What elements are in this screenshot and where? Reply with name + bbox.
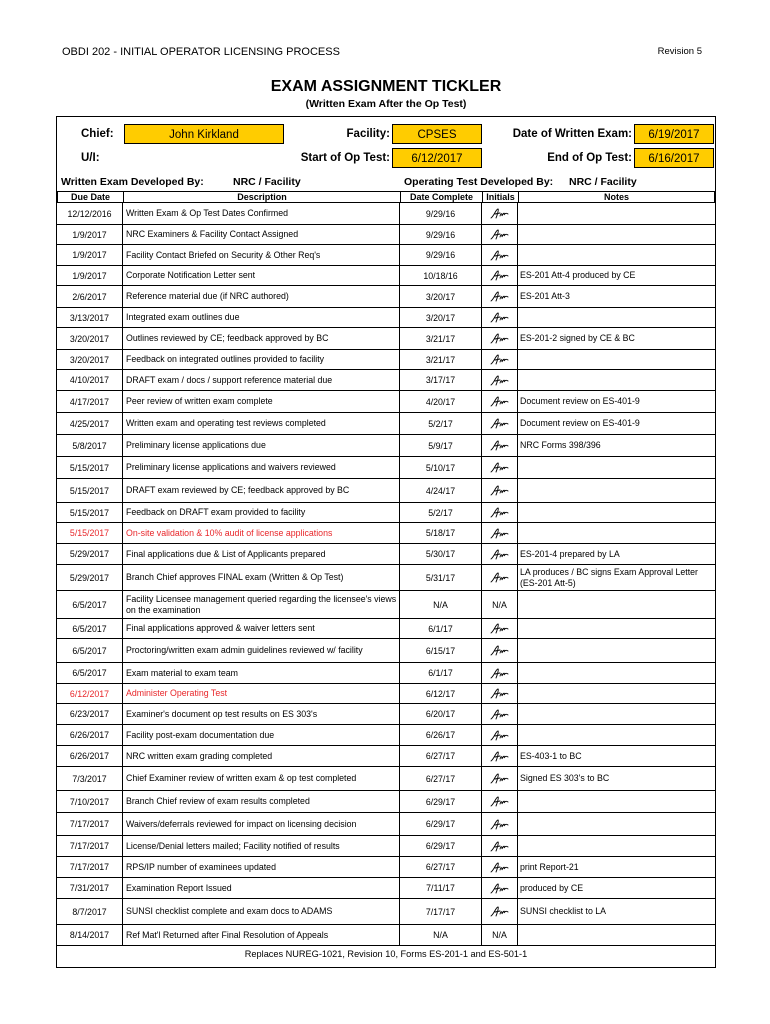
date-complete-cell[interactable]: 6/29/17 <box>400 836 482 856</box>
description-cell: Proctoring/written exam admin guidelines reviewed w/ facility <box>123 639 400 662</box>
table-row <box>57 791 715 813</box>
notes-cell[interactable] <box>518 619 715 638</box>
description-cell: Corporate Notification Letter sent <box>123 266 400 285</box>
date-complete-cell[interactable]: 7/11/17 <box>400 878 482 898</box>
initials-signature-icon <box>490 353 510 366</box>
notes-cell[interactable]: SUNSI checklist to LA <box>520 906 607 916</box>
initials-signature-icon <box>490 439 510 452</box>
initials-signature-icon <box>490 687 510 700</box>
initials-cell[interactable] <box>482 308 518 327</box>
initials-signature-icon <box>490 484 510 497</box>
description-cell: Branch Chief approves FINAL exam (Written & Op Test) <box>123 565 400 590</box>
due-date-cell: 3/20/2017 <box>57 350 123 369</box>
date-complete-cell[interactable]: 6/20/17 <box>400 704 482 724</box>
due-date-cell: 5/29/2017 <box>57 544 123 564</box>
notes-cell[interactable] <box>518 503 715 522</box>
initials-signature-icon <box>490 840 510 853</box>
description-cell: Written Exam & Op Test Dates Confirmed <box>123 203 400 224</box>
initials-signature-icon <box>490 548 510 561</box>
notes-cell[interactable]: NRC Forms 398/396 <box>520 440 601 450</box>
notes-cell[interactable] <box>518 663 715 683</box>
initials-signature-icon <box>490 772 510 785</box>
date-complete-cell[interactable]: 3/17/17 <box>400 370 482 390</box>
column-header-notes: Notes <box>518 191 715 203</box>
initials-cell[interactable] <box>482 523 518 543</box>
date-complete-cell[interactable]: 5/10/17 <box>400 457 482 478</box>
due-date-cell: 7/17/2017 <box>57 857 123 877</box>
due-date-cell: 6/26/2017 <box>57 725 123 745</box>
table-row <box>57 523 715 544</box>
table-row <box>57 413 715 435</box>
initials-cell[interactable]: N/A <box>482 591 518 618</box>
date-complete-cell[interactable]: 6/29/17 <box>400 813 482 835</box>
date-complete-cell[interactable]: 6/27/17 <box>400 857 482 877</box>
initials-signature-icon <box>490 417 510 430</box>
description-cell: Chief Examiner review of written exam & op test completed <box>123 767 400 790</box>
table-row <box>57 704 715 725</box>
notes-cell[interactable]: ES-201 Att-4 produced by CE <box>520 270 636 280</box>
table-row <box>57 925 715 946</box>
op-test-start-label: Start of Op Test: <box>300 152 390 164</box>
table-row <box>57 308 715 328</box>
table-row <box>57 225 715 245</box>
initials-cell[interactable] <box>482 813 518 835</box>
date-complete-cell[interactable]: 6/26/17 <box>400 725 482 745</box>
description-cell: Peer review of written exam complete <box>123 391 400 412</box>
description-cell: Exam material to exam team <box>123 663 400 683</box>
due-date-cell: 1/9/2017 <box>57 266 123 285</box>
written-exam-date-label: Date of Written Exam: <box>512 128 632 140</box>
due-date-cell: 3/20/2017 <box>57 328 123 349</box>
developed-by-row <box>57 176 715 188</box>
ui-field[interactable] <box>124 148 284 168</box>
table-row <box>57 350 715 370</box>
date-complete-cell[interactable]: 9/29/16 <box>400 245 482 265</box>
notes-cell[interactable]: ES-201 Att-3 <box>520 291 570 301</box>
notes-cell[interactable] <box>518 523 715 543</box>
notes-cell[interactable] <box>518 925 715 945</box>
notes-cell[interactable] <box>518 684 715 703</box>
due-date-cell: 7/10/2017 <box>57 791 123 812</box>
description-cell: On-site validation & 10% audit of license applications <box>123 523 400 543</box>
tickler-form <box>56 116 716 968</box>
initials-cell[interactable] <box>482 225 518 244</box>
due-date-cell: 4/17/2017 <box>57 391 123 412</box>
facility-field[interactable]: CPSES <box>392 124 482 144</box>
initials-signature-icon <box>490 861 510 874</box>
date-complete-cell[interactable]: 10/18/16 <box>400 266 482 285</box>
description-cell: Outlines reviewed by CE; feedback approved by BC <box>123 328 400 349</box>
table-row <box>57 479 715 503</box>
initials-signature-icon <box>490 395 510 408</box>
date-complete-cell[interactable]: 4/24/17 <box>400 479 482 502</box>
initials-cell[interactable] <box>482 791 518 812</box>
description-cell: SUNSI checklist complete and exam docs to ADAMS <box>123 899 400 924</box>
table-row <box>57 391 715 413</box>
initials-signature-icon <box>490 269 510 282</box>
initials-signature-icon <box>490 882 510 895</box>
description-cell: Branch Chief review of exam results completed <box>123 791 400 812</box>
initials-cell[interactable] <box>482 565 518 590</box>
initials-cell[interactable] <box>482 457 518 478</box>
initials-cell[interactable] <box>482 725 518 745</box>
due-date-cell: 3/13/2017 <box>57 308 123 327</box>
due-date-cell: 6/5/2017 <box>57 663 123 683</box>
table-row <box>57 878 715 899</box>
initials-cell[interactable] <box>482 878 518 898</box>
initials-signature-icon <box>490 311 510 324</box>
date-complete-cell[interactable]: 3/21/17 <box>400 350 482 369</box>
notes-cell[interactable] <box>518 203 715 224</box>
initials-cell[interactable] <box>482 639 518 662</box>
notes-cell[interactable]: Signed ES 303's to BC <box>520 773 610 783</box>
date-complete-cell[interactable]: 6/12/17 <box>400 684 482 703</box>
notes-cell[interactable] <box>518 479 715 502</box>
initials-cell[interactable] <box>482 435 518 456</box>
date-complete-cell[interactable]: 3/20/17 <box>400 286 482 307</box>
page-header <box>62 46 702 60</box>
notes-cell[interactable] <box>518 813 715 835</box>
initials-signature-icon <box>490 571 510 584</box>
initials-cell[interactable] <box>482 663 518 683</box>
ui-label: U/I: <box>81 152 100 164</box>
notes-cell[interactable]: ES-201-4 prepared by LA <box>520 548 620 559</box>
date-complete-cell[interactable]: 3/20/17 <box>400 308 482 327</box>
due-date-cell: 5/15/2017 <box>57 479 123 502</box>
notes-cell[interactable] <box>518 350 715 369</box>
revision-label: Revision 5 <box>657 46 702 57</box>
due-date-cell: 6/5/2017 <box>57 591 123 618</box>
description-cell: Administer Operating Test <box>123 684 400 703</box>
initials-cell[interactable] <box>482 746 518 766</box>
due-date-cell: 5/15/2017 <box>57 503 123 522</box>
table-row <box>57 203 715 225</box>
table-row <box>57 544 715 565</box>
initials-signature-icon <box>490 905 510 918</box>
date-complete-cell[interactable]: 6/27/17 <box>400 746 482 766</box>
description-cell: Feedback on DRAFT exam provided to facility <box>123 503 400 522</box>
document-reference: OBDI 202 - INITIAL OPERATOR LICENSING PROCESS <box>62 46 340 58</box>
chief-field[interactable]: John Kirkland <box>124 124 284 144</box>
table-row <box>57 266 715 286</box>
due-date-cell: 6/12/2017 <box>57 684 123 703</box>
initials-cell[interactable] <box>482 479 518 502</box>
initials-signature-icon <box>490 527 510 540</box>
page-subtitle: (Written Exam After the Op Test) <box>305 98 467 110</box>
notes-cell[interactable]: Document review on ES-401-9 <box>520 418 640 428</box>
initials-signature-icon <box>490 622 510 635</box>
notes-cell[interactable]: produced by CE <box>520 882 584 893</box>
initials-cell[interactable] <box>482 836 518 856</box>
date-complete-cell[interactable]: 3/21/17 <box>400 328 482 349</box>
table-row <box>57 767 715 791</box>
initials-signature-icon <box>490 795 510 808</box>
initials-signature-icon <box>490 708 510 721</box>
notes-cell[interactable] <box>518 836 715 856</box>
date-complete-cell[interactable]: 5/18/17 <box>400 523 482 543</box>
date-complete-cell[interactable]: 9/29/16 <box>400 203 482 224</box>
table-row <box>57 857 715 878</box>
notes-cell[interactable] <box>518 725 715 745</box>
initials-cell[interactable] <box>482 328 518 349</box>
due-date-cell: 8/7/2017 <box>57 899 123 924</box>
due-date-cell: 4/25/2017 <box>57 413 123 434</box>
table-row <box>57 370 715 391</box>
notes-cell[interactable] <box>518 308 715 327</box>
initials-signature-icon <box>490 228 510 241</box>
description-cell: Integrated exam outlines due <box>123 308 400 327</box>
date-complete-cell[interactable]: 9/29/16 <box>400 225 482 244</box>
due-date-cell: 5/8/2017 <box>57 435 123 456</box>
initials-signature-icon <box>490 461 510 474</box>
column-header-date-complete: Date Complete <box>400 191 483 203</box>
notes-cell[interactable]: print Report-21 <box>520 861 579 872</box>
table-row <box>57 639 715 663</box>
due-date-cell: 7/17/2017 <box>57 836 123 856</box>
notes-cell[interactable] <box>518 457 715 478</box>
due-date-cell: 6/23/2017 <box>57 704 123 724</box>
due-date-cell: 6/5/2017 <box>57 639 123 662</box>
notes-cell[interactable] <box>518 225 715 244</box>
description-cell: NRC written exam grading completed <box>123 746 400 766</box>
task-table <box>57 203 715 946</box>
initials-cell[interactable]: N/A <box>482 925 518 945</box>
description-cell: Ref Mat'l Returned after Final Resolution of Appeals <box>123 925 400 945</box>
date-complete-cell[interactable]: 5/9/17 <box>400 435 482 456</box>
initials-cell[interactable] <box>482 704 518 724</box>
initials-signature-icon <box>490 290 510 303</box>
description-cell: DRAFT exam reviewed by CE; feedback approved by BC <box>123 479 400 502</box>
initials-cell[interactable] <box>482 413 518 434</box>
op-developed-value: NRC / Facility <box>569 176 637 188</box>
date-complete-cell[interactable]: 6/1/17 <box>400 663 482 683</box>
table-row <box>57 813 715 836</box>
description-cell: Preliminary license applications and waivers reviewed <box>123 457 400 478</box>
notes-cell[interactable]: LA produces / BC signs Exam Approval Letter (ES-201 Att-5) <box>520 566 698 588</box>
table-row <box>57 457 715 479</box>
table-row <box>57 245 715 266</box>
description-cell: Facility Licensee management queried regarding the licensee's views on the examination <box>123 591 400 618</box>
description-cell: Written exam and operating test reviews completed <box>123 413 400 434</box>
initials-cell[interactable] <box>482 684 518 703</box>
table-row <box>57 899 715 925</box>
table-row <box>57 684 715 704</box>
op-test-end-label: End of Op Test: <box>547 152 632 164</box>
description-cell: Facility post-exam documentation due <box>123 725 400 745</box>
initials-signature-icon <box>490 818 510 831</box>
notes-cell[interactable] <box>518 639 715 662</box>
description-cell: Feedback on integrated outlines provided to facility <box>123 350 400 369</box>
table-row <box>57 565 715 591</box>
facility-label: Facility: <box>346 128 390 140</box>
due-date-cell: 7/17/2017 <box>57 813 123 835</box>
due-date-cell: 8/14/2017 <box>57 925 123 945</box>
table-row <box>57 663 715 684</box>
notes-cell[interactable] <box>518 704 715 724</box>
op-test-start-field[interactable]: 6/12/2017 <box>392 148 482 168</box>
written-developed-label: Written Exam Developed By: <box>61 176 204 188</box>
table-row <box>57 746 715 767</box>
initials-cell[interactable] <box>482 245 518 265</box>
date-complete-cell[interactable]: N/A <box>400 591 482 618</box>
initials-signature-icon <box>490 374 510 387</box>
description-cell: NRC Examiners & Facility Contact Assigned <box>123 225 400 244</box>
date-complete-cell[interactable]: 5/2/17 <box>400 503 482 522</box>
due-date-cell: 7/3/2017 <box>57 767 123 790</box>
initials-signature-icon <box>490 644 510 657</box>
initials-signature-icon <box>490 729 510 742</box>
date-complete-cell[interactable]: 4/20/17 <box>400 391 482 412</box>
date-complete-cell[interactable]: 5/2/17 <box>400 413 482 434</box>
description-cell: Waivers/deferrals reviewed for impact on licensing decision <box>123 813 400 835</box>
notes-cell[interactable] <box>518 245 715 265</box>
description-cell: Preliminary license applications due <box>123 435 400 456</box>
notes-cell[interactable] <box>518 591 715 618</box>
table-row <box>57 435 715 457</box>
notes-cell[interactable]: ES-201-2 signed by CE & BC <box>520 333 635 343</box>
due-date-cell: 2/6/2017 <box>57 286 123 307</box>
date-complete-cell[interactable]: 6/27/17 <box>400 767 482 790</box>
description-cell: Examination Report Issued <box>123 878 400 898</box>
date-complete-cell[interactable]: 6/1/17 <box>400 619 482 638</box>
due-date-cell: 7/31/2017 <box>57 878 123 898</box>
description-cell: License/Denial letters mailed; Facility notified of results <box>123 836 400 856</box>
chief-label: Chief: <box>81 128 114 140</box>
initials-signature-icon <box>490 249 510 262</box>
due-date-cell: 6/26/2017 <box>57 746 123 766</box>
date-complete-cell[interactable]: 5/31/17 <box>400 565 482 590</box>
due-date-cell: 5/15/2017 <box>57 457 123 478</box>
date-complete-cell[interactable]: 7/17/17 <box>400 899 482 924</box>
initials-cell[interactable] <box>482 391 518 412</box>
description-cell: DRAFT exam / docs / support reference material due <box>123 370 400 390</box>
description-cell: Facility Contact Briefed on Security & Other Req's <box>123 245 400 265</box>
description-cell: Examiner's document op test results on ES 303's <box>123 704 400 724</box>
table-row <box>57 619 715 639</box>
initials-signature-icon <box>490 207 510 220</box>
initials-cell[interactable] <box>482 266 518 285</box>
description-cell: RPS/IP number of examinees updated <box>123 857 400 877</box>
notes-cell[interactable] <box>518 370 715 390</box>
due-date-cell: 1/9/2017 <box>57 225 123 244</box>
column-header-due-date: Due Date <box>57 191 124 203</box>
due-date-cell: 12/12/2016 <box>57 203 123 224</box>
initials-cell[interactable] <box>482 619 518 638</box>
table-row <box>57 725 715 746</box>
initials-cell[interactable] <box>482 370 518 390</box>
written-developed-value: NRC / Facility <box>233 176 301 188</box>
due-date-cell: 5/15/2017 <box>57 523 123 543</box>
due-date-cell: 5/29/2017 <box>57 565 123 590</box>
initials-cell[interactable] <box>482 767 518 790</box>
table-row <box>57 836 715 857</box>
due-date-cell: 6/5/2017 <box>57 619 123 638</box>
date-complete-cell[interactable]: 6/15/17 <box>400 639 482 662</box>
table-row <box>57 591 715 619</box>
notes-cell[interactable]: Document review on ES-401-9 <box>520 396 640 406</box>
table-row <box>57 286 715 308</box>
initials-cell[interactable] <box>482 350 518 369</box>
description-cell: Final applications due & List of Applicants prepared <box>123 544 400 564</box>
date-complete-cell[interactable]: N/A <box>400 925 482 945</box>
initials-signature-icon <box>490 332 510 345</box>
initials-signature-icon <box>490 667 510 680</box>
notes-cell[interactable] <box>518 791 715 812</box>
page-title: EXAM ASSIGNMENT TICKLER <box>270 78 502 95</box>
footer-note: Replaces NUREG-1021, Revision 10, Forms ES-201-1 and ES-501-1 <box>244 949 528 959</box>
initials-signature-icon <box>490 506 510 519</box>
description-cell: Reference material due (if NRC authored) <box>123 286 400 307</box>
initials-cell[interactable] <box>482 857 518 877</box>
due-date-cell: 4/10/2017 <box>57 370 123 390</box>
table-row <box>57 328 715 350</box>
op-developed-label: Operating Test Developed By: <box>404 176 554 188</box>
column-header-initials: Initials <box>482 191 519 203</box>
initials-cell[interactable] <box>482 899 518 924</box>
due-date-cell: 1/9/2017 <box>57 245 123 265</box>
initials-cell[interactable] <box>482 203 518 224</box>
date-complete-cell[interactable]: 6/29/17 <box>400 791 482 812</box>
table-row <box>57 503 715 523</box>
op-test-end-field[interactable]: 6/16/2017 <box>634 148 714 168</box>
initials-cell[interactable] <box>482 544 518 564</box>
initials-signature-icon <box>490 750 510 763</box>
description-cell: Final applications approved & waiver letters sent <box>123 619 400 638</box>
notes-cell[interactable]: ES-403-1 to BC <box>520 750 582 761</box>
date-complete-cell[interactable]: 5/30/17 <box>400 544 482 564</box>
initials-cell[interactable] <box>482 286 518 307</box>
initials-cell[interactable] <box>482 503 518 522</box>
column-header-description: Description <box>123 191 401 203</box>
written-exam-date-field[interactable]: 6/19/2017 <box>634 124 714 144</box>
